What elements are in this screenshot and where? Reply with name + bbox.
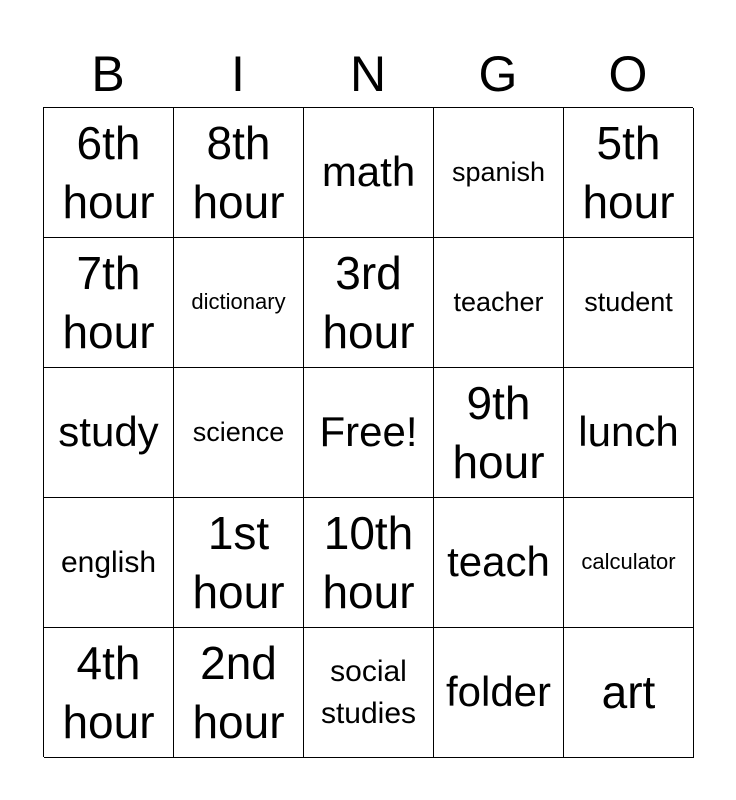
cell-label: teacher xyxy=(453,287,544,318)
cell-label: teach xyxy=(447,538,550,586)
cell-label: english xyxy=(60,545,157,579)
cell-label: student xyxy=(584,287,673,318)
cell-label: art xyxy=(601,666,656,719)
bingo-cell[interactable] xyxy=(564,238,694,368)
cell-label: 3rd hour xyxy=(322,246,415,358)
cell-label: 2nd hour xyxy=(192,636,285,748)
free-space[interactable] xyxy=(304,368,434,498)
cell-label: Free! xyxy=(319,408,418,456)
bingo-cell[interactable] xyxy=(564,628,694,758)
cell-label: calculator xyxy=(581,549,676,575)
cell-label: 9th hour xyxy=(452,376,545,488)
cell-label: 8th hour xyxy=(192,116,285,228)
bingo-cell[interactable] xyxy=(434,628,564,758)
bingo-cell[interactable] xyxy=(44,368,174,498)
cell-label: science xyxy=(192,417,285,448)
bingo-cell[interactable] xyxy=(304,628,434,758)
cell-label: 5th hour xyxy=(582,116,675,228)
bingo-cell[interactable] xyxy=(174,238,304,368)
cell-label: 6th hour xyxy=(62,116,155,228)
bingo-cell[interactable] xyxy=(434,498,564,628)
cell-label: lunch xyxy=(578,408,679,456)
bingo-cell[interactable] xyxy=(564,368,694,498)
bingo-board xyxy=(43,107,693,757)
bingo-cell[interactable] xyxy=(174,628,304,758)
header-letter-i: I xyxy=(231,46,245,102)
cell-label: social studies xyxy=(320,654,417,730)
bingo-header xyxy=(43,42,693,106)
bingo-cell[interactable] xyxy=(44,498,174,628)
bingo-cell[interactable] xyxy=(434,238,564,368)
cell-label: study xyxy=(58,408,159,456)
bingo-cell[interactable] xyxy=(44,108,174,238)
cell-label: dictionary xyxy=(191,289,286,315)
cell-label: folder xyxy=(445,668,552,716)
bingo-cell[interactable] xyxy=(174,108,304,238)
bingo-cell[interactable] xyxy=(44,238,174,368)
bingo-cell[interactable] xyxy=(304,108,434,238)
bingo-cell[interactable] xyxy=(304,238,434,368)
bingo-cell[interactable] xyxy=(564,108,694,238)
bingo-cell[interactable] xyxy=(434,368,564,498)
bingo-cell[interactable] xyxy=(174,498,304,628)
header-letter-n: N xyxy=(349,46,387,102)
cell-label: 10th hour xyxy=(322,506,415,618)
cell-label: spanish xyxy=(451,157,546,188)
cell-label: 4th hour xyxy=(62,636,155,748)
header-letter-g: G xyxy=(478,46,518,102)
bingo-cell[interactable] xyxy=(434,108,564,238)
header-letter-b: B xyxy=(91,46,125,102)
cell-label: 7th hour xyxy=(62,246,155,358)
bingo-cell[interactable] xyxy=(44,628,174,758)
bingo-cell[interactable] xyxy=(564,498,694,628)
header-letter-o: O xyxy=(608,46,648,102)
bingo-cell[interactable] xyxy=(304,498,434,628)
bingo-cell[interactable] xyxy=(174,368,304,498)
cell-label: math xyxy=(321,148,416,196)
cell-label: 1st hour xyxy=(192,506,285,618)
